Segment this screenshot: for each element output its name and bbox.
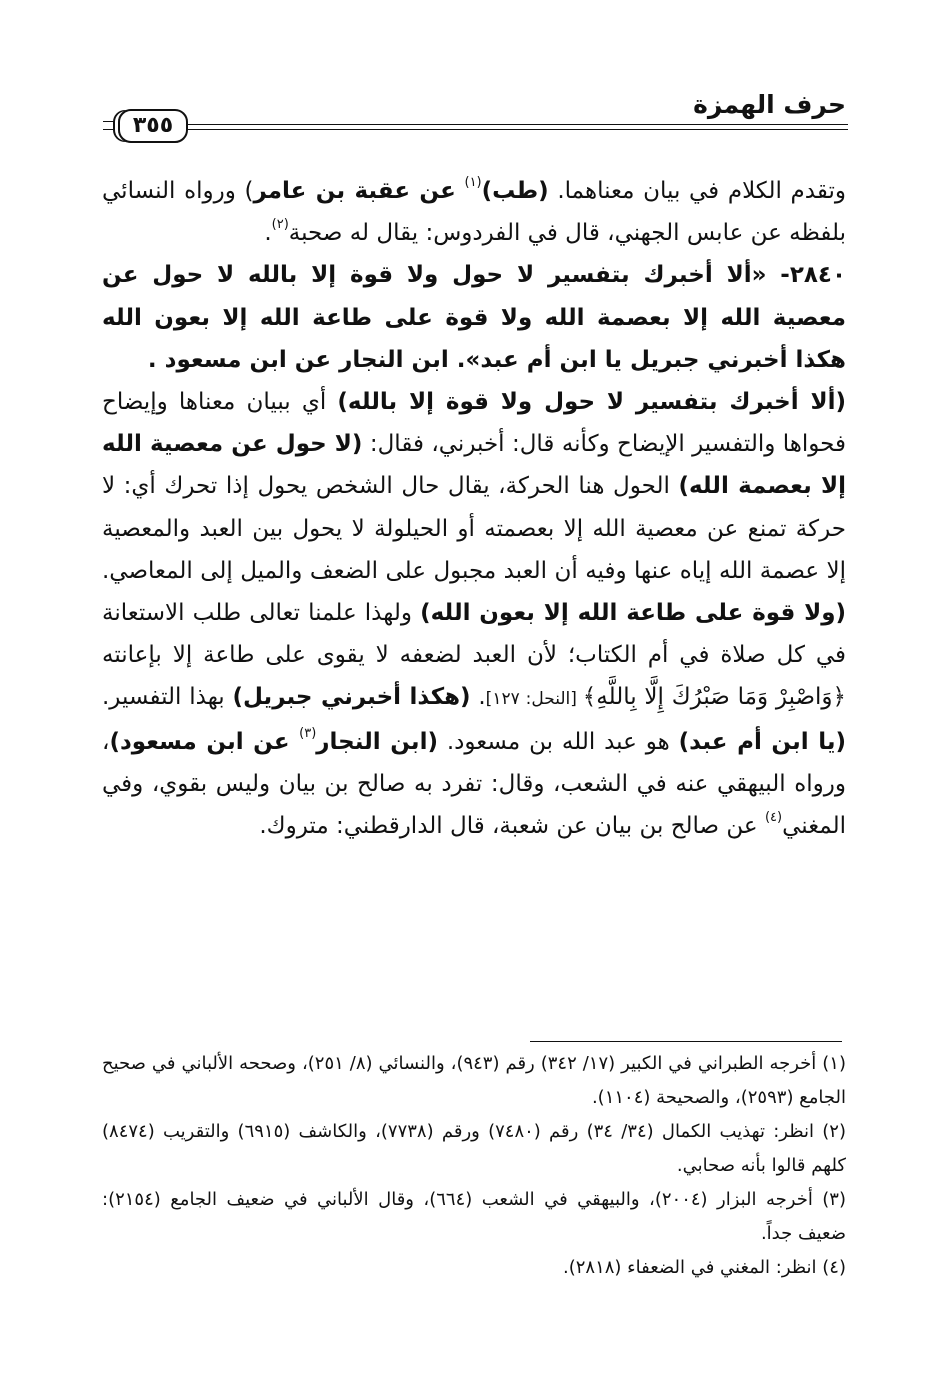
quoted-phrase: (هكذا أخبرني جبريل) [232,684,471,711]
footnote-ref: (٤) [764,810,783,826]
footnotes [102,1047,846,1285]
footnote-3: (٣) أخرجه البزار (٢٠٠٤)، والبيهقي في الشعب (٦٦٤)، وقال الألباني في ضعيف الجامع (٢١٥٤): ضعيف جداً. [102,1189,846,1244]
footnote-2: (٢) انظر: تهذيب الكمال (٣٤/ ٣٤) رقم (٧٤٨٠) ورقم (٧٧٣٨)، والكاشف (٦٩١٥) والتقريب (٨٤٧٤) كلهم قالوا بأنه صحابي. [102,1121,846,1176]
paragraph-intro [102,170,846,254]
footnote-separator [530,1041,842,1042]
footnote-ref: (٣) [299,725,317,741]
quoted-phrase: (ألا أخبرك بتفسير لا حول ولا قوة إلا بالله) [337,389,846,416]
text-run: بهذا التفسير. [102,684,233,711]
text-run: هو عبد الله بن مسعود. [437,728,679,755]
text-run: . [470,684,486,711]
header-rule-tail [103,121,115,130]
text-run: ، ورواه البيهقي عنه في الشعب، وقال: تفرد به صالح بن بيان وليس بقوي، وفي المغني [102,728,846,840]
source-tag: (طب) [481,178,549,204]
hadith-number: ٢٨٤٠ [789,262,846,289]
quoted-phrase: (ابن النجار [316,728,438,755]
footnote-ref: (١) [464,175,482,190]
page-number-box [118,109,188,143]
header-rule [188,124,848,130]
quoted-phrase: (ولا قوة على طاعة الله إلا بعون الله) [420,600,847,627]
text-run: . [264,220,272,247]
text-run: ) ورواه النسائي بلفظه عن عابس الجهني، قال في الفردوس: يقال له صحبة [102,178,846,247]
quoted-phrase: (لا حول عن معصية الله إلا بعصمة الله) [102,431,847,500]
text-run: الحول هنا الحركة، يقال حال الشخص يحول إذا تحرك أي: لا حركة تمنع عن معصية الله إلا بعصمته أو الحيلولة لا يحول بين العبد والمعصية إلا عصمة الله إياه عنها وفيه أن العبد مجبول على الضعف والميل إلى المعاصي. [102,473,846,584]
chapter-title: حرف الهمزة [693,90,846,119]
text-run: وتقدم الكلام في بيان معناهما. [548,178,847,204]
quran-verse: ﴿وَاصْبِرْ وَمَا صَبْرُكَ إِلَّا بِاللَّهِ﴾ [582,684,847,711]
footnote-4: (٤) انظر: المغني في الضعفاء (٢٨١٨). [563,1257,846,1278]
narrator-name: عن عقبة بن عامر [253,178,456,204]
verse-reference: [النحل: ١٢٧] [485,689,583,710]
quoted-phrase: عن ابن مسعود) [109,728,300,755]
text-run: عن صالح بن بيان عن شعبة، قال الدارقطني: متروك. [259,813,765,840]
paragraph-commentary [102,381,846,847]
text-run: ولهذا علمنا تعالى طلب الاستعانة في كل صلاة في أم الكتاب؛ لأن العبد لضعفه لا يقوى على طاعة إلا بإعانته [102,600,846,669]
main-text [102,170,846,847]
hadith-entry [102,254,846,381]
text-run: أي ببيان معناها وإيضاح فحواها والتفسير الإيضاح وكأنه قال: أخبرني، فقال: [102,389,846,458]
hadith-text: - «ألا أخبرك بتفسير لا حول ولا قوة إلا بالله لا حول عن معصية الله إلا بعصمة الله ولا قوة على طاعة الله إلا بعون الله هكذا أخبرني جبريل يا ابن أم عبد». ابن النجار عن ابن مسعود . [102,262,846,373]
footnote-ref: (٢) [271,217,289,233]
quoted-phrase: (يا ابن أم عبد) [678,728,846,755]
footnote-1: (١) أخرجه الطبراني في الكبير (١٧/ ٣٤٢) رقم (٩٤٣)، والنسائي (٨/ ٢٥١)، وصححه الألباني في صحيح الجامع (٢٥٩٣)، والصحيحة (١١٠٤). [102,1053,846,1108]
page-number: ٣٥٥ [132,113,174,138]
